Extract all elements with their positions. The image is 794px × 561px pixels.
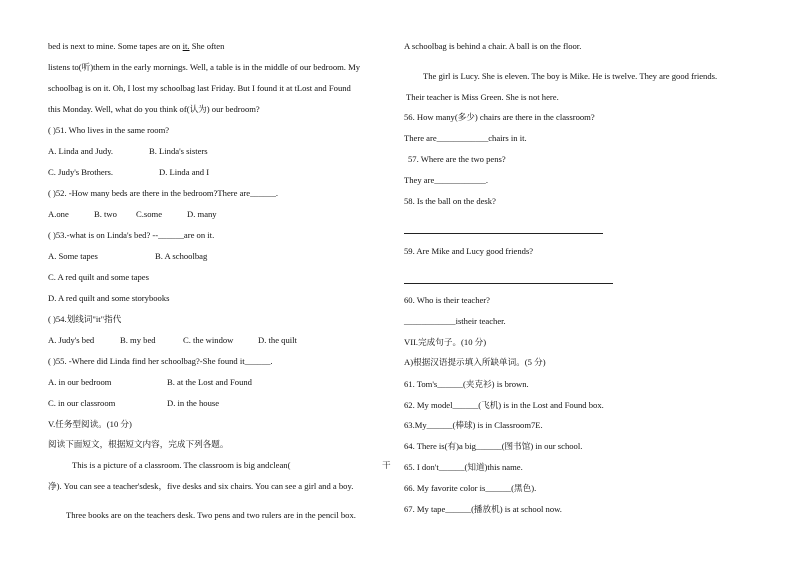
question-53: ( )53.-what is on Linda's bed? --______are on it. [48, 230, 215, 240]
option-55d: D. in the house [167, 398, 220, 408]
answer-57: They are____________. [404, 175, 489, 185]
option-51c: C. Judy's Brothers. [48, 167, 114, 177]
question-55: ( )55. -Where did Linda find her schoolbag?-She found it______. [48, 356, 273, 366]
question-60: 60. Who is their teacher? [404, 295, 490, 305]
fill-66: 66. My favorite color is______(黑色). [404, 483, 537, 493]
option-53c: C. A red quilt and some tapes [48, 272, 149, 282]
question-52: ( )52. -How many beds are there in the bedroom?There are______. [48, 188, 279, 198]
section-5-instructions: 阅读下面短文，根据短文内容，完成下列各题。 [48, 439, 229, 449]
option-54a: A. Judy's bed [48, 335, 95, 345]
option-52a: A.one [48, 209, 69, 219]
fill-62: 62. My model______(飞机) is in the Lost and Found box. [404, 400, 604, 410]
option-55a: A. in our bedroom [48, 377, 112, 387]
option-51d: D. Linda and I [159, 167, 210, 177]
option-54c: C. the window [183, 335, 234, 345]
option-51a: A. Linda and Judy. [48, 146, 114, 156]
option-52c: C.some [136, 209, 163, 219]
option-55c: C. in our classroom [48, 398, 116, 408]
passage-line-1: bed is next to mine. Some tapes are on it. She often [48, 41, 225, 51]
fill-63: 63.My______(棒球) is in Classroom7E. [404, 420, 543, 430]
section-5-title: V.任务型阅读。(10 分) [48, 419, 132, 429]
fill-65: 65. I don't______(知道)this name. [404, 462, 523, 472]
passage-line-4: this Monday. Well, what do you think of(认为) our bedroom? [48, 104, 260, 114]
passage-line-3: schoolbag is on it. Oh, I lost my schoolbag last Friday. But I found it at tLost and Found [48, 83, 351, 93]
story-char-gan: 干 [382, 460, 391, 470]
section-7-instructions: A)根据汉语提示填入所缺单词。(5 分) [404, 357, 546, 367]
question-59: 59. Are Mike and Lucy good friends? [404, 246, 534, 256]
option-54b: B. my bed [120, 335, 156, 345]
option-53d: D. A red quilt and some storybooks [48, 293, 170, 303]
answer-56: There are____________chairs in it. [404, 133, 527, 143]
fill-61: 61. Tom's______(夹克衫) is brown. [404, 379, 529, 389]
answer-60: ____________istheir teacher. [404, 316, 506, 326]
option-54d: D. the quilt [258, 335, 297, 345]
option-53a: A. Some tapes [48, 251, 98, 261]
question-58: 58. Is the ball on the desk? [404, 196, 496, 206]
option-52b: B. two [94, 209, 117, 219]
story-line-2: 净). You can see a teacher'sdesk，five desks and six chairs. You can see a girl and a boy. [48, 481, 354, 491]
option-52d: D. many [187, 209, 217, 219]
fill-64: 64. There is(有)a big______(图书馆) in our school. [404, 441, 583, 451]
fill-67: 67. My tape______(播放机) is at school now. [404, 504, 562, 514]
question-54: ( )54.划线词"it"指代 [48, 314, 122, 324]
question-51: ( )51. Who lives in the same room? [48, 125, 170, 135]
passage-line-2: listens to(听)them in the early mornings. Well, a table is in the middle of our bedroom. My [48, 62, 361, 72]
answer-line-58 [404, 233, 603, 234]
story-cont-3: Their teacher is Miss Green. She is not here. [406, 92, 559, 102]
story-cont-1: A schoolbag is behind a chair. A ball is on the floor. [404, 41, 582, 51]
story-cont-2: The girl is Lucy. She is eleven. The boy is Mike. He is twelve. They are good friends. [423, 71, 718, 81]
option-51b: B. Linda's sisters [149, 146, 208, 156]
question-56: 56. How many(多少) chairs are there in the classroom? [404, 112, 595, 122]
story-line-3: Three books are on the teachers desk. Two pens and two rulers are in the pencil box. [66, 510, 356, 520]
section-7-title: VII.完成句子。(10 分) [404, 337, 487, 347]
answer-line-59 [404, 283, 613, 284]
underlined-it: it. [182, 41, 190, 51]
story-line-1: This is a picture of a classroom. The classroom is big andclean( [72, 460, 291, 470]
option-53b: B. A schoolbag [155, 251, 208, 261]
option-55b: B. at the Lost and Found [167, 377, 252, 387]
question-57: 57. Where are the two pens? [408, 154, 506, 164]
